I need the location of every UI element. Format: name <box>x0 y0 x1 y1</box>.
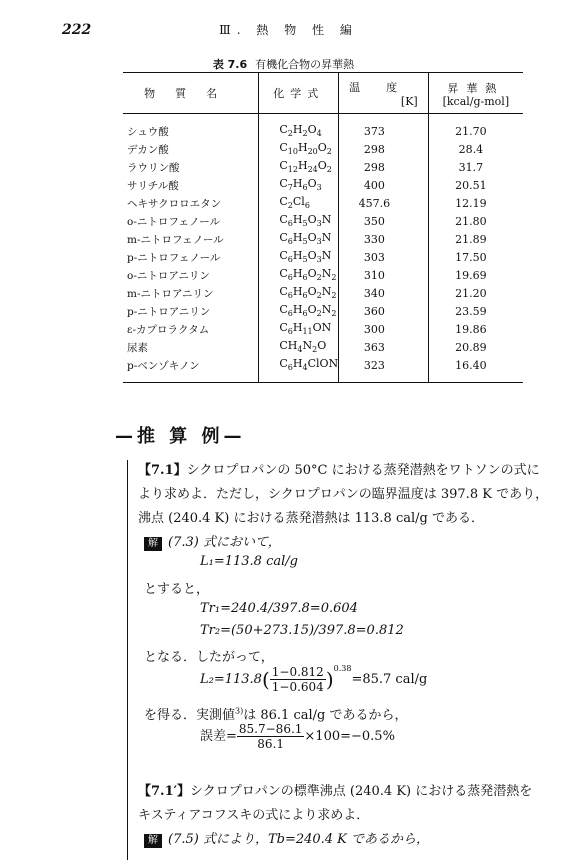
cell-name: p-ニトロフェノール <box>127 251 221 264</box>
cell-name: デカン酸 <box>127 143 169 156</box>
cell-temp: 350 <box>339 212 429 230</box>
table-row <box>123 194 523 212</box>
table-row <box>123 212 523 230</box>
col-header-temp: 温度 [K] <box>339 73 429 114</box>
table-row <box>123 230 523 248</box>
cell-formula: $C_2H_2O_4$ <box>259 114 339 141</box>
cell-formula: $C_6H_6O_2N_2$ <box>259 302 339 320</box>
sublimation-table <box>123 72 523 383</box>
cell-formula: $C_{12}H_{24}O_2$ <box>259 158 339 176</box>
table-row <box>123 158 523 176</box>
table-row <box>123 284 523 302</box>
then-text: とすると， <box>144 582 210 597</box>
cell-name: m-ニトロアニリン <box>127 287 214 300</box>
table-row <box>123 266 523 284</box>
example-2-solution: 解 (7.5) 式により，Tb=240.4 K であるから， <box>144 828 429 848</box>
solution-badge: 解 <box>144 834 162 848</box>
cell-heat: 16.40 <box>428 356 523 383</box>
table-row <box>123 176 523 194</box>
cell-name: 尿素 <box>127 341 148 354</box>
example-1-solution-intro: 解 (7.3) 式において， <box>144 531 281 551</box>
cell-heat: 31.7 <box>428 158 523 176</box>
cell-formula: $C_6H_6O_2N_2$ <box>259 266 339 284</box>
example-1-line2: より求めよ．ただし，シクロプロパンの臨界温度は 397.8 K であり， <box>138 487 549 502</box>
table-row <box>123 140 523 158</box>
cell-name: p-ニトロアニリン <box>127 305 211 318</box>
page-number: 222 <box>62 22 92 38</box>
cell-temp: 300 <box>339 320 429 338</box>
table-caption-number: 表 7.6 <box>212 58 248 71</box>
cell-formula: $C_6H_4ClON$ <box>259 356 339 383</box>
example-2-line1: 【7.1′】シクロプロパンの標準沸点 (240.4 K) における蒸発潜熱を <box>138 784 533 799</box>
example-1-line1: 【7.1】シクロプロパンの 50°C における蒸発潜熱をワトソンの式に <box>138 463 540 478</box>
cell-formula: $C_6H_5O_3N$ <box>259 212 339 230</box>
table-row <box>123 248 523 266</box>
cell-temp: 360 <box>339 302 429 320</box>
equation-L2: L₂=113.8( $\frac{1-0.812}{1-0.604}$ )$^{0.38}$=85.7 cal/g <box>200 664 428 694</box>
cell-heat: 20.89 <box>428 338 523 356</box>
table-caption <box>0 56 567 72</box>
cell-formula: $CH_4N_2O$ <box>259 338 339 356</box>
cell-temp: 457.6 <box>339 194 429 212</box>
cell-formula: $C_{10}H_{20}O_2$ <box>259 140 339 158</box>
cell-name: サリチル酸 <box>127 179 179 192</box>
table-row <box>123 320 523 338</box>
col-header-name: 物質名 <box>123 73 259 114</box>
example-2-line2: キスティアコフスキの式により求めよ． <box>138 808 370 823</box>
cell-heat: 21.20 <box>428 284 523 302</box>
cell-name: p-ベンゾキノン <box>123 356 259 383</box>
example-1-line3: 沸点 (240.4 K) における蒸発潜熱は 113.8 cal/g である． <box>138 511 484 526</box>
cell-temp: 340 <box>339 284 429 302</box>
cell-heat: 21.89 <box>428 230 523 248</box>
table-header-row <box>123 73 523 114</box>
therefore-text: となる．したがって， <box>144 650 274 665</box>
col-header-heat: 昇華熱 [kcal/g-mol] <box>428 73 523 114</box>
section-title: Ⅲ. 熱 物 性 編 <box>219 23 358 37</box>
cell-name: ラウリン酸 <box>127 161 180 174</box>
cell-heat: 20.51 <box>428 176 523 194</box>
cell-formula: $C_6H_{11}ON$ <box>259 320 339 338</box>
equation-L1: L₁=113.8 cal/g <box>200 554 298 569</box>
table-row <box>123 338 523 356</box>
examples-heading: —推 算 例— <box>115 426 246 447</box>
cell-name: m-ニトロフェノール <box>127 233 224 246</box>
table-caption-title: 有機化合物の昇華熱 <box>255 58 355 71</box>
cell-temp: 323 <box>339 356 429 383</box>
cell-temp: 363 <box>339 338 429 356</box>
cell-formula: $C_7H_6O_3$ <box>259 176 339 194</box>
cell-heat: 12.19 <box>428 194 523 212</box>
cell-temp: 330 <box>339 230 429 248</box>
cell-name: o-ニトロフェノール <box>127 215 221 228</box>
table-row <box>123 114 523 141</box>
cell-heat: 23.59 <box>428 302 523 320</box>
col-header-formula: 化学式 <box>259 73 339 114</box>
cell-heat: 21.70 <box>428 114 523 141</box>
cell-temp: 400 <box>339 176 429 194</box>
cell-temp: 310 <box>339 266 429 284</box>
cell-name: ヘキサクロロエタン <box>127 197 222 210</box>
equation-Tr1: Tr₁=240.4/397.8=0.604 <box>200 601 358 616</box>
cell-heat: 19.69 <box>428 266 523 284</box>
cell-heat: 19.86 <box>428 320 523 338</box>
cell-formula: $C_2Cl_6$ <box>259 194 339 212</box>
cell-heat: 21.80 <box>428 212 523 230</box>
cell-name: ε-カプロラクタム <box>127 323 210 336</box>
obtain-text: を得る．実測値$^{3)}$は 86.1 cal/g であるから， <box>144 706 408 723</box>
cell-formula: $C_6H_6O_2N_2$ <box>259 284 339 302</box>
table-row <box>123 302 523 320</box>
cell-temp: 298 <box>339 140 429 158</box>
cell-temp: 303 <box>339 248 429 266</box>
cell-heat: 17.50 <box>428 248 523 266</box>
cell-name: シュウ酸 <box>127 125 169 138</box>
equation-Tr2: Tr₂=(50+273.15)/397.8=0.812 <box>200 623 404 638</box>
cell-temp: 298 <box>339 158 429 176</box>
cell-heat: 28.4 <box>428 140 523 158</box>
cell-name: o-ニトロアニリン <box>127 269 210 282</box>
margin-rule <box>127 460 128 860</box>
cell-temp: 373 <box>339 114 429 141</box>
equation-error: 誤差= $\frac{85.7-86.1}{86.1}$ ×100=−0.5% <box>200 722 395 751</box>
table-row <box>123 356 523 383</box>
cell-formula: $C_6H_5O_3N$ <box>259 230 339 248</box>
solution-badge: 解 <box>144 537 162 551</box>
cell-formula: $C_6H_5O_3N$ <box>259 248 339 266</box>
